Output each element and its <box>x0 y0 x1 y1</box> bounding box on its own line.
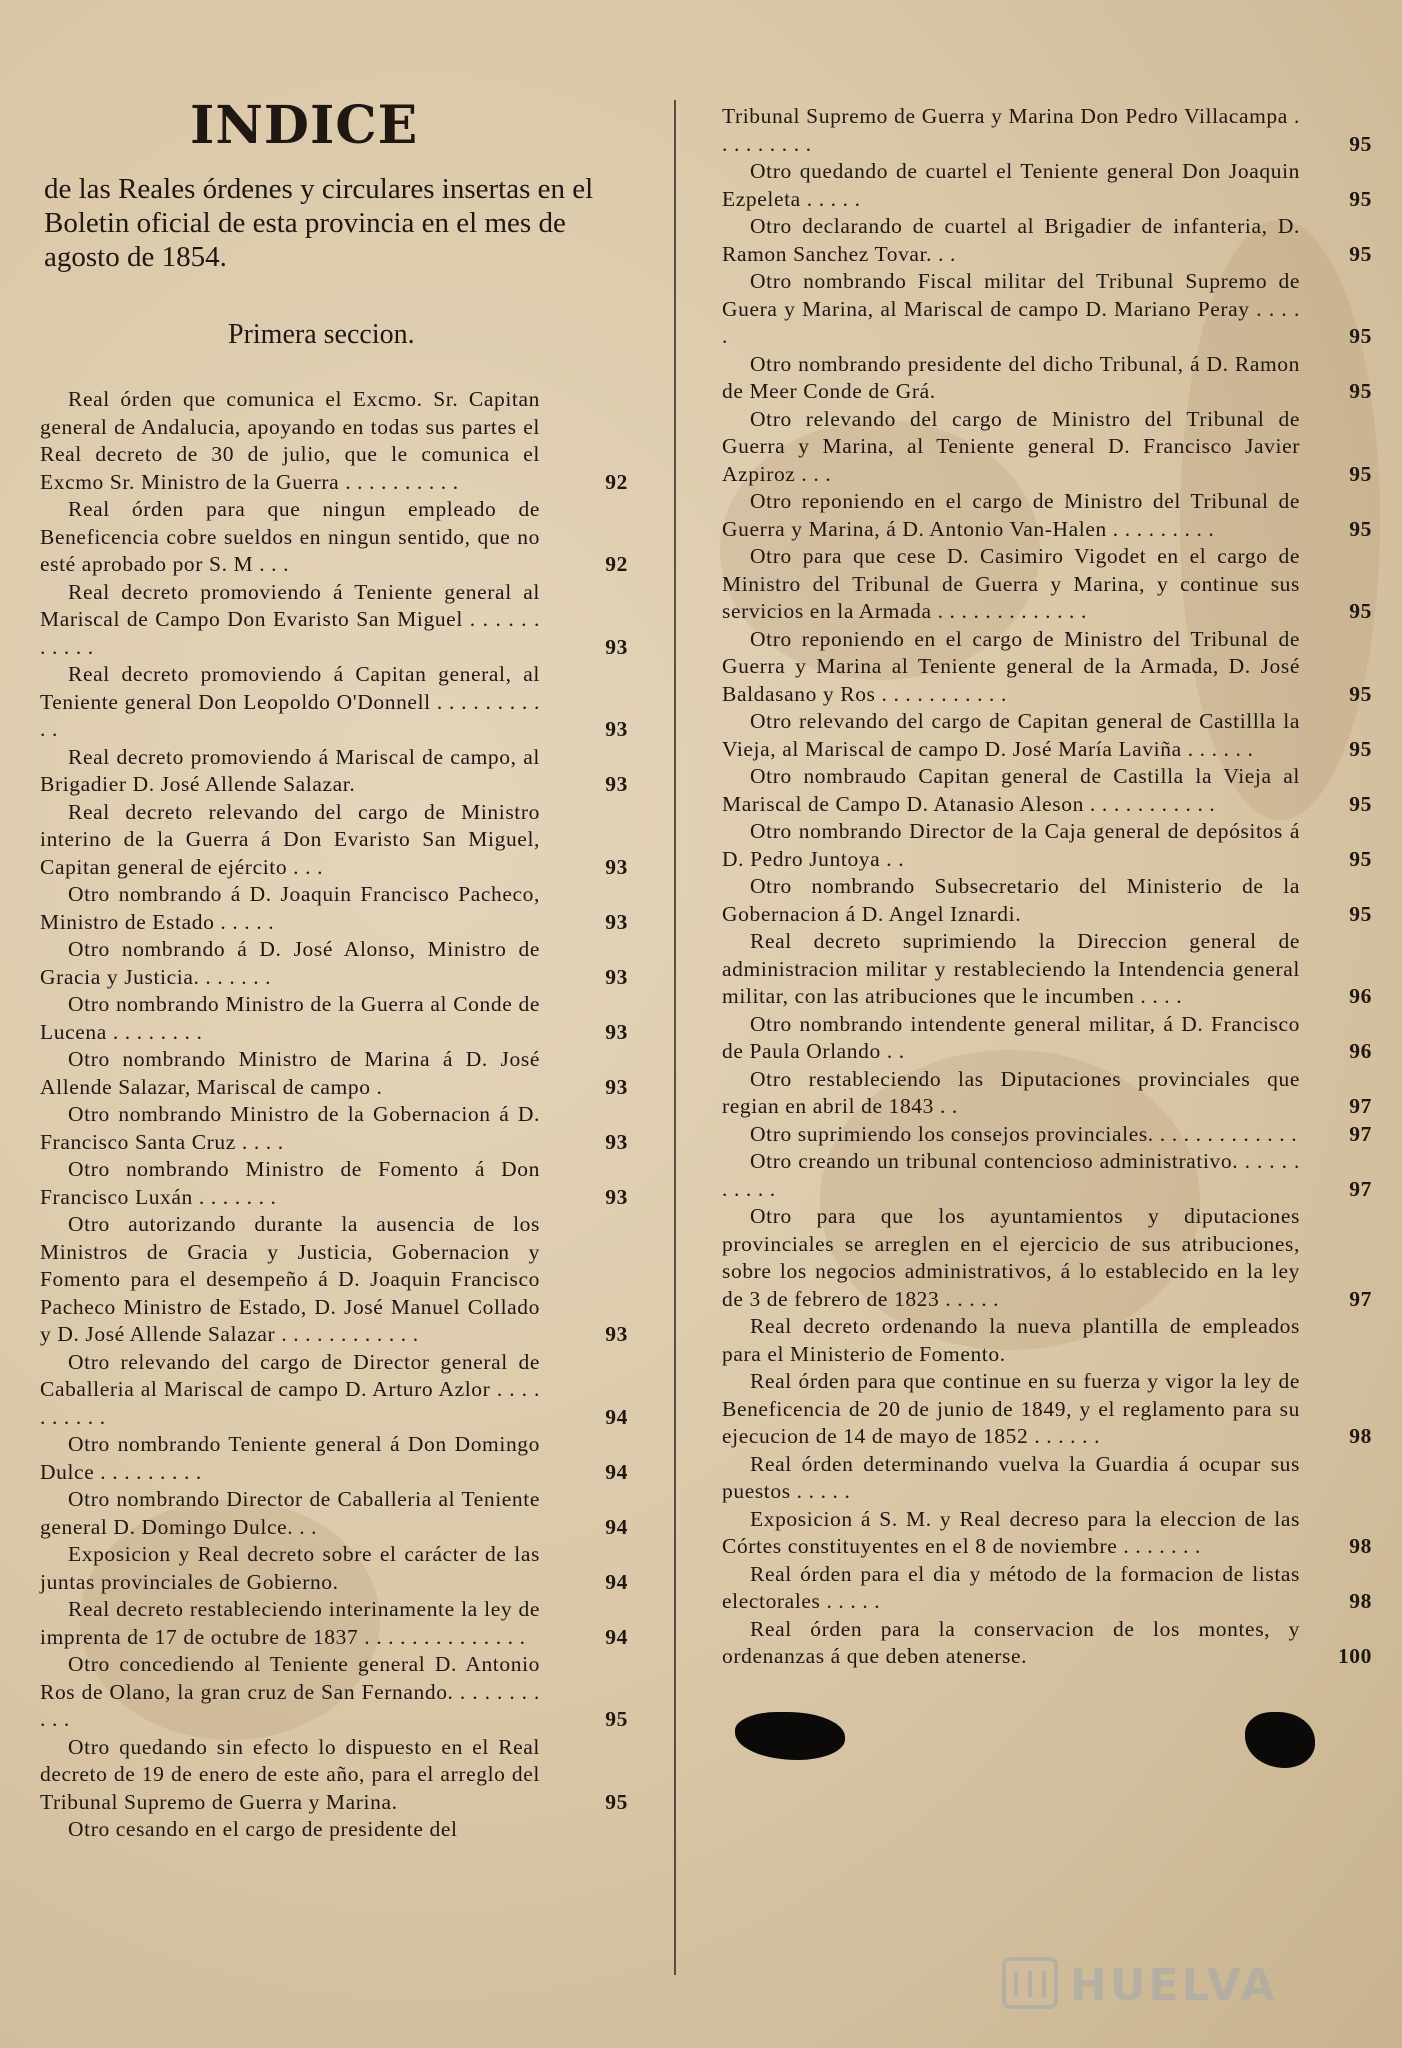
entry-text: Real órden para que ningun empleado de Beneficencia cobre sueldos en ningun sentido, que no esté aprobado por S. M . . . <box>40 497 540 576</box>
entry-text: Otro creando un tribunal contencioso administrativo. . . . . . . . . . . <box>722 1149 1300 1201</box>
index-entry <box>722 1203 1372 1313</box>
index-entry <box>40 1046 628 1101</box>
entry-text: Otro nombrando Ministro de Marina á D. José Allende Salazar, Mariscal de campo . <box>40 1047 540 1099</box>
entry-page-number: 98 <box>1349 1424 1372 1448</box>
index-entry <box>722 1066 1372 1121</box>
entry-text: Otro relevando del cargo de Capitan general de Castillla la Vieja, al Mariscal de campo D. José María Laviña . . . . . . <box>722 709 1300 761</box>
index-entry <box>40 386 628 496</box>
index-entry <box>722 158 1372 213</box>
index-entry <box>722 543 1372 626</box>
entry-text: Otro para que los ayuntamientos y diputaciones provinciales se arreglen en el ejercicio de sus atribuciones, sobre los negocios administrativos, á lo establecido en la ley de 3 de febrero de 1823 . . . . . <box>722 1204 1300 1311</box>
entry-page-number: 96 <box>1349 1039 1372 1063</box>
entry-text: Real órden para la conservacion de los montes, y ordenanzas á que deben atenerse. <box>722 1616 1300 1668</box>
column-divider <box>674 100 676 1975</box>
entry-text: Otro concediendo al Teniente general D. Antonio Ros de Olano, la gran cruz de San Fernando. . . . . . . . . . . <box>40 1652 540 1731</box>
entry-text: Real decreto ordenando la nueva plantilla de empleados para el Ministerio de Fomento. <box>722 1314 1300 1366</box>
entry-text: Otro nombraudo Capitan general de Castilla la Vieja al Mariscal de Campo D. Atanasio Aleson . . . . . . . . . . . <box>722 764 1300 816</box>
entry-text: Real órden para el dia y método de la formacion de listas electorales . . . . . <box>722 1561 1300 1613</box>
entry-text: Otro nombrando Fiscal militar del Tribunal Supremo de Guera y Marina, al Mariscal de campo D. Mariano Peray . . . . . <box>722 269 1300 348</box>
entry-page-number: 93 <box>605 1184 628 1209</box>
entry-text: Otro reponiendo en el cargo de Ministro del Tribunal de Guerra y Marina al Teniente general de la Armada, D. José Baldasano y Ros . . . . . . . . . . . <box>722 626 1300 706</box>
index-entry <box>40 799 628 882</box>
index-entry <box>40 496 628 579</box>
entry-text: Otro relevando del cargo de Ministro del Tribunal de Guerra y Marina, al Teniente general D. Francisco Javier Azpiroz . . . <box>722 406 1300 486</box>
entry-text: Otro nombrando Ministro de Fomento á Don Francisco Luxán . . . . . . . <box>40 1157 540 1209</box>
entry-page-number: 95 <box>1349 736 1372 761</box>
index-entry <box>722 1451 1300 1506</box>
entry-page-number: 93 <box>605 1074 628 1099</box>
left-entry-list <box>40 386 628 1844</box>
entry-text: Otro declarando de cuartel al Brigadier de infanteria, D. Ramon Sanchez Tovar. . . <box>722 214 1300 266</box>
entry-page-number: 95 <box>1349 901 1372 926</box>
index-entry <box>722 626 1372 709</box>
entry-text: Otro nombrando Teniente general á Don Domingo Dulce . . . . . . . . . <box>40 1432 540 1484</box>
entry-text: Exposicion y Real decreto sobre el carácter de las juntas provinciales de Gobierno. <box>40 1542 540 1594</box>
entry-page-number: 97 <box>1349 1121 1372 1146</box>
entry-page-number: 92 <box>605 552 628 576</box>
entry-text: Otro nombrando Ministro de la Gobernacion á D. Francisco Santa Cruz . . . . <box>40 1102 540 1154</box>
entry-text: Real decreto promoviendo á Mariscal de campo, al Brigadier D. José Allende Salazar. <box>40 744 540 796</box>
entry-page-number: 95 <box>1349 516 1372 541</box>
index-entry <box>722 873 1372 928</box>
entry-page-number: 93 <box>605 909 628 934</box>
index-entry <box>722 763 1372 818</box>
entry-text: Tribunal Supremo de Guerra y Marina Don Pedro Villacampa . . . . . . . . . <box>722 104 1300 156</box>
entry-text: Otro reponiendo en el cargo de Ministro del Tribunal de Guerra y Marina, á D. Antonio Van-Halen . . . . . . . . . <box>722 489 1300 541</box>
entry-text: Real decreto relevando del cargo de Ministro interino de la Guerra á Don Evaristo San Miguel, Capitan general de ejército . . . <box>40 799 540 879</box>
entry-page-number: 93 <box>605 717 628 741</box>
index-entry <box>40 579 628 662</box>
entry-text: Otro para que cese D. Casimiro Vigodet en el cargo de Ministro del Tribunal de Guerra y Marina, y continue sus servicios en la Armada . . . . . . . . . . . . . <box>722 544 1300 623</box>
index-entry <box>722 1313 1300 1368</box>
entry-page-number: 92 <box>605 469 628 494</box>
index-entry <box>722 268 1372 351</box>
index-entry <box>722 406 1372 489</box>
index-entry <box>40 1816 540 1844</box>
entry-text: Otro relevando del cargo de Director general de Caballeria al Mariscal de campo D. Arturo Azlor . . . . . . . . . . <box>40 1349 540 1429</box>
index-entry <box>40 1431 628 1486</box>
entry-text: Otro quedando de cuartel el Teniente general Don Joaquin Ezpeleta . . . . . <box>722 159 1300 211</box>
entry-page-number: 94 <box>605 1514 628 1539</box>
index-entry <box>40 1101 628 1156</box>
entry-text: Real decreto restableciendo interinamente la ley de imprenta de 17 de octubre de 1837 . . . . . . . . . . . . . . <box>40 1597 540 1649</box>
index-entry <box>40 744 628 799</box>
entry-text: Otro nombrando Director de Caballeria al Teniente general D. Domingo Dulce. . . <box>40 1487 540 1539</box>
entry-page-number: 98 <box>1349 1589 1372 1613</box>
entry-page-number: 93 <box>605 634 628 659</box>
index-entry <box>722 708 1372 763</box>
entry-page-number: 94 <box>605 1404 628 1429</box>
entry-page-number: 97 <box>1349 1094 1372 1118</box>
entry-text: Otro quedando sin efecto lo dispuesto en el Real decreto de 19 de enero de este año, para el arreglo del Tribunal Supremo de Guerra y Marina. <box>40 1734 540 1814</box>
index-entry <box>722 1616 1372 1671</box>
index-entry <box>40 661 628 744</box>
entry-text: Real órden determinando vuelva la Guardia á ocupar sus puestos . . . . . <box>722 1451 1300 1503</box>
entry-page-number: 95 <box>1349 324 1372 348</box>
index-entry <box>40 1596 628 1651</box>
entry-text: Real decreto promoviendo á Teniente general al Mariscal de Campo Don Evaristo San Miguel . . . . . . . . . . . <box>40 579 540 659</box>
entry-page-number: 95 <box>1349 846 1372 871</box>
entry-page-number: 94 <box>605 1459 628 1484</box>
entry-text: Otro nombrando á D. Joaquin Francisco Pacheco, Ministro de Estado . . . . . <box>40 882 540 934</box>
entry-text: Otro autorizando durante la ausencia de los Ministros de Gracia y Justicia, Gobernacion y Fomento para el desempeño á D. Joaquin Francisco Pacheco Ministro de Estado, D. José Manuel Collado y D. José Allende Salazar . . . . . . . . . . . . <box>40 1212 540 1346</box>
entry-text: Real decreto promoviendo á Capitan general, al Teniente general Don Leopoldo O'Donnell . . . . . . . . . . . <box>40 662 540 741</box>
index-entry <box>722 818 1372 873</box>
entry-text: Otro suprimiendo los consejos provinciales. . . . . . . . . . . . . <box>750 1121 1298 1146</box>
entry-text: Exposicion á S. M. y Real decreso para la eleccion de las Córtes constituyentes en el 8 de noviembre . . . . . . . <box>722 1506 1300 1558</box>
entry-text: Otro nombrando Subsecretario del Ministerio de la Gobernacion á D. Angel Iznardi. <box>722 874 1300 926</box>
entry-page-number: 100 <box>1337 1644 1372 1668</box>
right-entry-list <box>722 103 1372 1671</box>
index-entry <box>722 1148 1372 1203</box>
entry-page-number: 97 <box>1349 1176 1372 1201</box>
index-entry <box>40 881 628 936</box>
index-entry <box>722 1368 1372 1451</box>
entry-page-number: 95 <box>1349 241 1372 266</box>
index-entry <box>40 991 628 1046</box>
entry-text: Real órden para que continue en su fuerza y vigor la ley de Beneficencia de 20 de junio de 1849, y el reglamento para su ejecucion de 14 de mayo de 1852 . . . . . . <box>722 1369 1300 1448</box>
entry-page-number: 97 <box>1349 1286 1372 1311</box>
index-entry <box>40 1734 628 1817</box>
entry-page-number: 93 <box>605 1322 628 1346</box>
entry-page-number: 95 <box>1349 681 1372 706</box>
library-seal-icon <box>1000 1955 1060 2011</box>
index-entry <box>722 1506 1372 1561</box>
entry-page-number: 96 <box>1349 984 1372 1008</box>
entry-text: Otro nombrando á D. José Alonso, Ministro de Gracia y Justicia. . . . . . . <box>40 937 540 989</box>
entry-text: Real órden que comunica el Excmo. Sr. Capitan general de Andalucia, apoyando en todas sus partes el Real decreto de 30 de julio, que le comunica el Excmo Sr. Ministro de la Guerra . . . . . . . . . . <box>40 387 540 494</box>
entry-page-number: 93 <box>605 772 628 796</box>
index-entry <box>722 928 1372 1011</box>
entry-page-number: 95 <box>1349 791 1372 816</box>
entry-page-number: 95 <box>605 1707 628 1731</box>
index-entry <box>722 1121 1372 1149</box>
entry-page-number: 98 <box>1349 1534 1372 1558</box>
index-entry <box>722 1561 1372 1616</box>
entry-text: Otro nombrando presidente del dicho Tribunal, á D. Ramon de Meer Conde de Grá. <box>722 351 1300 403</box>
entry-page-number: 93 <box>605 1019 628 1044</box>
entry-page-number: 95 <box>1349 186 1372 211</box>
entry-text: Otro nombrando Ministro de la Guerra al Conde de Lucena . . . . . . . . <box>40 992 540 1044</box>
index-entry <box>40 1349 628 1432</box>
index-entry <box>722 1011 1372 1066</box>
entry-page-number: 94 <box>605 1624 628 1649</box>
section-title: Primera seccion. <box>228 319 415 350</box>
index-entry <box>40 1651 628 1734</box>
index-entry <box>40 1211 628 1349</box>
entry-page-number: 94 <box>605 1569 628 1594</box>
entry-page-number: 93 <box>605 854 628 879</box>
index-title: INDICE <box>190 95 419 156</box>
entry-page-number: 95 <box>1349 599 1372 623</box>
left-column <box>40 0 628 2048</box>
index-entry <box>40 1541 628 1596</box>
entry-page-number: 93 <box>605 964 628 989</box>
entry-page-number: 95 <box>1349 461 1372 486</box>
index-entry <box>722 103 1372 158</box>
entry-page-number: 95 <box>1349 131 1372 156</box>
entry-page-number: 93 <box>605 1129 628 1154</box>
entry-text: Otro nombrando intendente general militar, á D. Francisco de Paula Orlando . . <box>722 1011 1300 1063</box>
index-entry <box>722 488 1372 543</box>
entry-text: Otro nombrando Director de la Caja general de depósitos á D. Pedro Juntoya . . <box>722 819 1300 871</box>
entry-page-number: 95 <box>1349 379 1372 403</box>
index-subtitle: de las Reales órdenes y circulares insertas en el Boletin oficial de esta provincia en el mes de agosto de 1854. <box>44 173 594 273</box>
watermark-text: HUELVA <box>1070 1960 1278 2011</box>
index-entry <box>40 1486 628 1541</box>
entry-text: Real decreto suprimiendo la Direccion general de administracion militar y restableciendo la Intendencia general militar, con las atribuciones que le incumben . . . . <box>722 929 1300 1008</box>
index-entry <box>40 936 628 991</box>
index-entry <box>722 213 1372 268</box>
index-entry <box>40 1156 628 1211</box>
index-entry <box>722 351 1372 406</box>
entry-text: Otro cesando en el cargo de presidente del <box>68 1817 458 1841</box>
entry-text: Otro restableciendo las Diputaciones provinciales que regian en abril de 1843 . . <box>722 1066 1300 1118</box>
entry-page-number: 95 <box>605 1789 628 1814</box>
